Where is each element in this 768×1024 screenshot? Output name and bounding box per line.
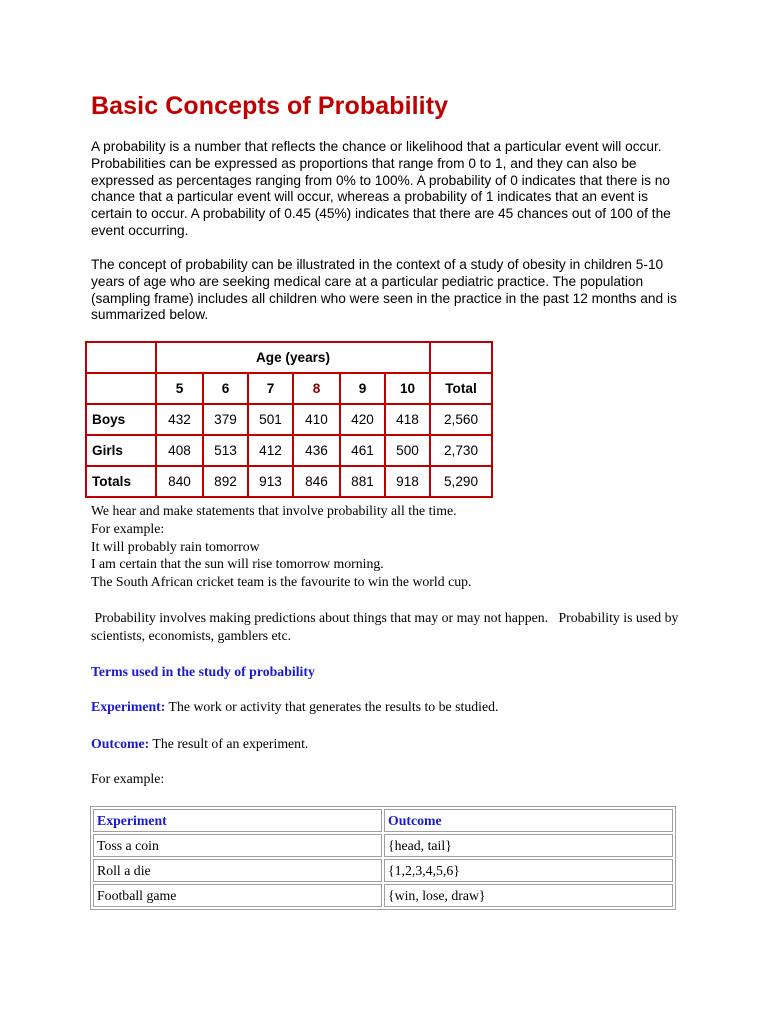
experiment-definition — [91, 698, 691, 716]
statement-line: I am certain that the sun will rise tomorrow morning. — [91, 556, 384, 572]
table-corner-cell — [86, 342, 156, 373]
column-header: 10 — [385, 373, 430, 404]
table-cell: {win, lose, draw} — [384, 884, 673, 907]
table-cell: 913 — [248, 466, 293, 497]
column-header: 9 — [340, 373, 385, 404]
table-cell: 840 — [156, 466, 203, 497]
outcome-definition — [91, 735, 691, 753]
column-header: 5 — [156, 373, 203, 404]
row-label: Boys — [86, 404, 156, 435]
for-example-label: For example: — [91, 771, 165, 786]
table-cell: 5,290 — [430, 466, 492, 497]
column-header: 7 — [248, 373, 293, 404]
table-row — [86, 435, 492, 466]
table-cell: 432 — [156, 404, 203, 435]
table-corner-cell — [86, 373, 156, 404]
statements-block — [91, 502, 691, 591]
table-cell: 846 — [293, 466, 340, 497]
column-header: 6 — [203, 373, 248, 404]
table-row — [93, 859, 673, 882]
table-cell: Toss a coin — [93, 834, 382, 857]
table-cell: 892 — [203, 466, 248, 497]
predictions-paragraph: Probability involves making predictions about things that may or may not happen. Probability is used by scientists, economists, gamblers etc. — [91, 610, 682, 643]
statements-intro: We hear and make statements that involve probability all the time. — [91, 503, 457, 518]
table-cell: {1,2,3,4,5,6} — [384, 859, 673, 882]
table-cell: 436 — [293, 435, 340, 466]
row-label: Totals — [86, 466, 156, 497]
table-row — [86, 466, 492, 497]
table-cell: 500 — [385, 435, 430, 466]
table-cell: 513 — [203, 435, 248, 466]
table-cell: 410 — [293, 404, 340, 435]
row-label: Girls — [86, 435, 156, 466]
column-header: 8 — [293, 373, 340, 404]
table-cell: 881 — [340, 466, 385, 497]
column-header: Total — [430, 373, 492, 404]
table-cell: 408 — [156, 435, 203, 466]
table-cell: Football game — [93, 884, 382, 907]
table-row — [86, 404, 492, 435]
table-cell: 412 — [248, 435, 293, 466]
table-cell: 461 — [340, 435, 385, 466]
table-cell: {head, tail} — [384, 834, 673, 857]
statements-for-example: For example: — [91, 520, 165, 536]
statement-line: It will probably rain tomorrow — [91, 538, 260, 554]
statement-line: The South African cricket team is the favourite to win the world cup. — [91, 574, 472, 590]
experiment-term: Experiment: — [91, 699, 166, 714]
column-header: Experiment — [93, 809, 382, 832]
age-group-header: Age (years) — [156, 342, 430, 373]
table-cell: 418 — [385, 404, 430, 435]
context-paragraph: The concept of probability can be illustrated in the context of a study of obesity in children 5-10 years of age who are seeking medical care at a particular pediatric practice. The population (sampling frame) includes all children who were seen in the practice in the past 12 months and is summarized below. — [91, 257, 677, 323]
column-header: Outcome — [384, 809, 673, 832]
table-cell: 501 — [248, 404, 293, 435]
age-table — [85, 341, 493, 498]
table-cell: 2,560 — [430, 404, 492, 435]
table-row — [93, 884, 673, 907]
experiment-table — [90, 806, 676, 910]
table-cell: 918 — [385, 466, 430, 497]
table-cell: 2,730 — [430, 435, 492, 466]
table-row — [93, 834, 673, 857]
page-title: Basic Concepts of Probability — [91, 92, 449, 120]
table-cell: 379 — [203, 404, 248, 435]
table-empty-cell — [430, 342, 492, 373]
outcome-text: The result of an experiment. — [149, 736, 309, 751]
experiment-text: The work or activity that generates the results to be studied. — [165, 699, 499, 714]
intro-paragraph: A probability is a number that reflects the chance or likelihood that a particular event will occur. Probabilities can be expressed as proportions that range from 0 to 1, and they can also be expressed as percentages ranging from 0% to 100%. A probability of 0 indicates that there is no chance that a particular event will occur, whereas a probability of 1 indicates that an event is certain to occur. A probability of 0.45 (45%) indicates that there are 45 chances out of 100 of the event occurring. — [91, 139, 671, 238]
outcome-term: Outcome: — [91, 736, 150, 751]
table-cell: 420 — [340, 404, 385, 435]
terms-heading: Terms used in the study of probability — [91, 664, 315, 679]
table-cell: Roll a die — [93, 859, 382, 882]
